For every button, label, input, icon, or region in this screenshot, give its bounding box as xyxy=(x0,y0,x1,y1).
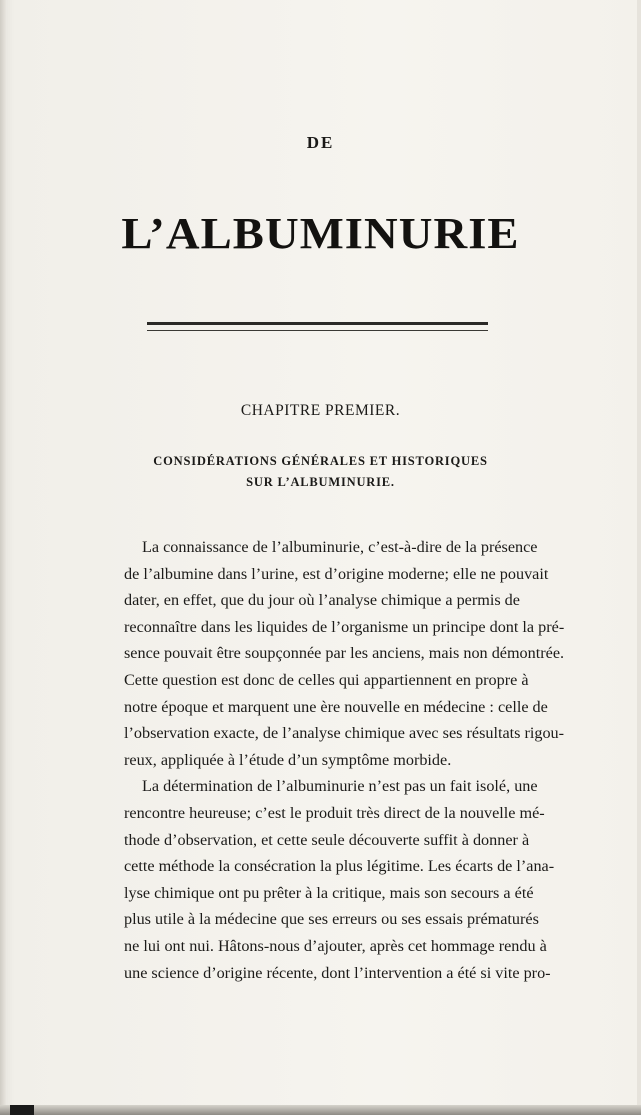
body-line: Cette question est donc de celles qui appartiennent en propre à xyxy=(124,670,529,689)
body-line: sence pouvait être soupçonnée par les anciens, mais non démontrée. xyxy=(124,644,565,663)
page-right-edge xyxy=(637,0,641,1115)
body-text xyxy=(124,534,565,986)
body-line: La détermination de l’albuminurie n’est pas un fait isolé, une xyxy=(142,777,538,796)
page-gutter xyxy=(0,0,6,1115)
title-prefix: DE xyxy=(306,133,335,152)
body-line: plus utile à la médecine que ses erreurs ou ses essais prématurés xyxy=(124,910,539,929)
chapter-subtitle-line-2: SUR L’ALBUMINURIE. xyxy=(246,475,395,489)
chapter-subtitle xyxy=(0,451,641,493)
scan-corner-mark xyxy=(10,1105,34,1115)
body-line: cette méthode la consécration la plus légitime. Les écarts de l’ana- xyxy=(124,857,555,876)
chapter-subtitle-line-1: CONSIDÉRATIONS GÉNÉRALES ET HISTORIQUES xyxy=(153,454,488,468)
body-line: reux, appliquée à l’étude d’un symptôme morbide. xyxy=(124,750,452,769)
page-bottom-edge xyxy=(0,1105,641,1115)
body-line: La connaissance de l’albuminurie, c’est-à-dire de la présence xyxy=(142,538,538,556)
body-line: une science d’origine récente, dont l’intervention a été si vite pro- xyxy=(124,963,551,982)
title-rule-thin xyxy=(147,330,488,331)
body-line: notre époque et marquent une ère nouvelle en médecine : celle de xyxy=(124,697,548,716)
body-line: dater, en effet, que du jour où l’analyse chimique a permis de xyxy=(124,591,520,610)
chapter-heading: CHAPITRE PREMIER. xyxy=(240,402,401,419)
page-title: L’ALBUMINURIE xyxy=(121,209,520,258)
body-line: ne lui ont nui. Hâtons-nous d’ajouter, après cet hommage rendu à xyxy=(124,936,547,955)
body-line: rencontre heureuse; c’est le produit très direct de la nouvelle mé- xyxy=(124,803,545,822)
title-rule-thick xyxy=(147,322,488,325)
body-line: reconnaître dans les liquides de l’organisme un principe dont la pré- xyxy=(124,617,565,636)
body-line: thode d’observation, et cette seule découverte suffit à donner à xyxy=(124,830,530,849)
body-line: de l’albumine dans l’urine, est d’origine moderne; elle ne pouvait xyxy=(124,564,549,583)
body-line: lyse chimique ont pu prêter à la critique, mais son secours a été xyxy=(124,883,534,902)
body-line: l’observation exacte, de l’analyse chimique avec ses résultats rigou- xyxy=(124,724,565,743)
